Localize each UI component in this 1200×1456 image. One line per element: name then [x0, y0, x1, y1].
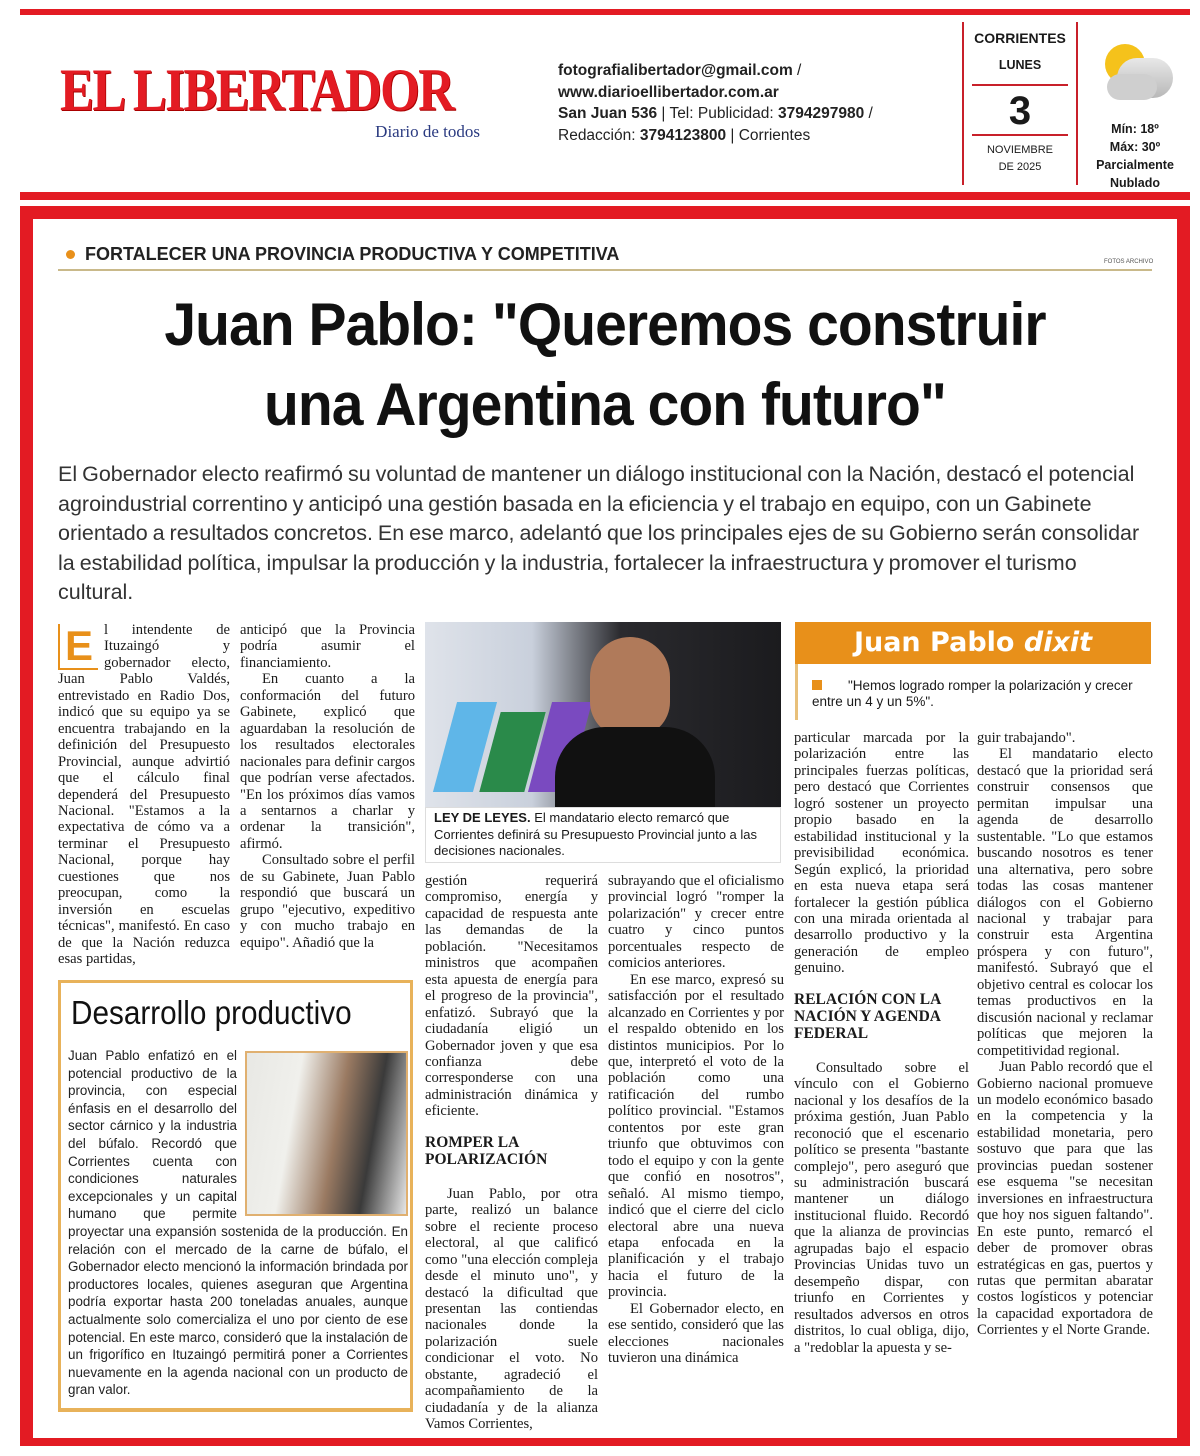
- kicker-rule: [58, 269, 1152, 271]
- paragraph: subrayando que el oficialismo provincial logró "romper la polarización" y crecer entre cuatro y cinco puntos porcentuales respecto de comicios anteriores.: [608, 873, 784, 972]
- contact-address: San Juan 536: [558, 105, 658, 122]
- caption-text: El mandatario electo remarcó que Corrientes definirá su Presupuesto Provincial junto a las decisiones nacionales.: [434, 810, 758, 858]
- quote-title-text: Juan Pablo: [853, 627, 1015, 658]
- paragraph: anticipó que la Provincia podría asumir el financiamiento.: [240, 622, 415, 671]
- tel-number: 3794297980: [778, 105, 865, 122]
- paragraph: Consultado sobre el vínculo con el Gobierno nacional y los desafíos de la próxima gestión, Juan Pablo reconoció que el escenario político se presenta "bastante complejo", pero aseguró que su administración buscará mantener un diálogo institucional fluido. Recordó que la alianza de provincias agrupadas bajo el espacio Provincias Unidas tuvo un desempeño dispar, con triunfo en Corrientes y resultados adversos en otros distritos, lo cual obliga, dijo, a "redoblar la apuesta y se-: [794, 1059, 969, 1356]
- sidebar-body: [68, 1047, 408, 1399]
- drop-cap: E: [58, 624, 98, 670]
- column-3: [425, 873, 598, 1433]
- date-year: DE 2025: [998, 161, 1042, 173]
- column-6: [977, 730, 1153, 1420]
- weather-condition-2: Nublado: [1110, 176, 1160, 190]
- paragraph: l intendente de Ituzaingó y gobernador electo, Juan Pablo Valdés, entrevistado en Radio Dos, indicó que su equipo ya se encuentra trabajando en la definición del Presupuesto Provincial, aunque advirtió que el cálculo final dependerá del Presupuesto Nacional. "Estamos a la expectativa de cómo va a terminar el Presupuesto Nacional, porque hay cuestiones que nos preocupan, como la inversión en escuelas técnicas", manifestó. En caso de que la Nación reduzca esas partidas,: [58, 622, 230, 968]
- bullet-icon: [66, 250, 75, 259]
- quote-text: "Hemos logrado romper la polarización y crecer entre un 4 y un 5%".: [812, 678, 1133, 709]
- square-bullet-icon: [812, 680, 822, 690]
- weather-condition: Parcialmente: [1096, 158, 1174, 172]
- sidebar-title: Desarrollo productivo: [71, 994, 352, 1031]
- quote-box-title: [795, 622, 1151, 664]
- contact-email[interactable]: fotografialibertador@gmail.com: [558, 62, 793, 79]
- date-weekday: LUNES: [998, 58, 1042, 72]
- quote-box: [795, 664, 1151, 720]
- caption-label: LEY DE LEYES.: [434, 810, 531, 825]
- redaccion-label: Redacción:: [558, 126, 636, 144]
- weather-min: Mín: 18º: [1111, 122, 1159, 136]
- subheading: ROMPER LA POLARIZACIÓN: [425, 1133, 548, 1168]
- sidebar-box: [58, 980, 413, 1412]
- photo-person-body: [555, 727, 715, 817]
- column-4: [608, 873, 784, 1418]
- date-box: [962, 22, 1078, 185]
- article-lede: El Gobernador electo reafirmó su voluntad de mantener un diálogo institucional con la Nación, destacó el potencial agroindustrial correntino y anticipó una gestión basada en la eficiencia y el trabajo en equipo, con un Gabinete orientado a resultados concretos. En ese marco, adelantó que los principales ejes de su Gobierno serán consolidar la estabilidad política, impulsar la producción y la industria, fortalecer la infraestructura y promover el turismo cultural.: [58, 462, 1140, 604]
- weather-max: Máx: 30º: [1109, 140, 1161, 154]
- paragraph: El Gobernador electo, en ese sentido, consideró que las elecciones nacionales tuvieron una dinámica: [608, 1300, 784, 1367]
- date-day: 3: [972, 84, 1068, 136]
- paragraph: particular marcada por la polarización entre las principales fuerzas políticas, pero destacó que Corrientes logró sostener un proyecto propio basado en la estabilidad institucional y la previsibilidad económica. Según explicó, la prioridad en esta nueva etapa será fortalecer la gestión pública con una mirada orientada al desarrollo productivo y la generación de empleo genuino.: [794, 730, 969, 977]
- paragraph: guir trabajando".: [977, 730, 1076, 746]
- article-photo: [425, 622, 781, 807]
- contact-web[interactable]: www.diarioellibertador.com.ar: [558, 83, 779, 101]
- photo-credit: FOTOS ARCHIVO: [1104, 259, 1154, 265]
- sidebar-photo: [245, 1051, 408, 1216]
- photo-person-head: [590, 637, 670, 737]
- column-2: [240, 622, 415, 967]
- date-city: CORRIENTES: [974, 30, 1066, 46]
- logo-tagline: Diario de todos: [375, 122, 480, 141]
- column-5: [794, 730, 969, 1420]
- paragraph: En cuanto a la conformación del futuro Gabinete, explicó que aguardaban la resolución de los resultados electorales nacionales para definir cargos que podrían verse afectados. "En los próximos días vamos a sentarnos a charlar y ordenar la transición", afirmó.: [240, 671, 415, 852]
- column-1: [58, 622, 230, 967]
- paragraph: gestión requerirá compromiso, energía y capacidad de respuesta ante las demandas de la población. "Necesitamos ministros que acompañen esta apuesta de energía para el progreso de la provincia", enfatizó. Subrayó que la ciudadanía eligió un Gobernador joven y que esa confianza debe corresponderse con una administración dinámica y eficiente.: [425, 873, 598, 1120]
- contact-city: Corrientes: [738, 126, 811, 144]
- partly-cloudy-icon: [1095, 38, 1175, 102]
- paragraph: En ese marco, expresó su satisfacción por el resultado alcanzado en Corrientes y por el respaldo obtenido en los distintos municipios. Por lo que, interpretó el voto de la población como una ratificación del rumbo político provincial. "Estamos contentos por este gran triunfo que obtuvimos con todo el equipo y con la gente que confió en nosotros", señaló. Al mismo tiempo, indicó que el cierre del ciclo electoral abre una nueva etapa enfocada en la planificación y el trabajo hacia el futuro de la provincia.: [608, 971, 784, 1301]
- kicker-text: FORTALECER UNA PROVINCIA PRODUCTIVA Y COMPETITIVA: [85, 244, 620, 264]
- paragraph: El mandatario electo destacó que la prioridad será construir consensos que permitan impulsar una agenda de desarrollo sustentable. "Lo que estamos buscando nosotros es tener una alternativa, pero sobre todas las cosas mantener diálogos con el Gobierno nacional y trabajar para construir esta Argentina próspera y con futuro", manifestó. Subrayó que el objetivo central es colocar los temas productivos en la discusión nacional y reclamar políticas que mejoren la competitividad regional.: [977, 746, 1153, 1059]
- date-month: NOVIEMBRE: [986, 144, 1053, 156]
- logo-wordmark: EL LIBERTADOR: [60, 57, 454, 123]
- masthead-divider: [20, 192, 1190, 200]
- redaccion-number: 3794123800: [639, 126, 727, 144]
- headline-line-2: una Argentina con futuro": [264, 371, 946, 438]
- paragraph: Juan Pablo, por otra parte, realizó un balance sobre el reciente proceso electoral, al que calificó como "una elección compleja desde el minuto uno", y destacó la dificultad que presentan las contiendas nacionales donde la polarización suele condicionar el voto. No obstante, agradeció el acompañamiento de la ciudadanía y de la alianza Vamos Corrientes,: [425, 1185, 598, 1433]
- top-rule: [20, 9, 1190, 15]
- subheading: RELACIÓN CON LA NACIÓN Y AGENDA FEDERAL: [794, 990, 941, 1042]
- paragraph: Consultado sobre el perfil de su Gabinete, Juan Pablo respondió que buscará un grupo "ejecutivo, expeditivo y con mucho trabajo en equipo". Añadió que la: [240, 852, 415, 951]
- newspaper-logo: [60, 58, 480, 148]
- contact-info: fotografialibertador@gmail.com / www.diarioellibertador.com.ar San Juan 536 | Tel: Publicidad: 3794297980 / Redacción: 3794123800 | Corrientes: [558, 62, 873, 144]
- headline-line-1: Juan Pablo: "Queremos construir: [164, 291, 1046, 358]
- sidebar-text: Juan Pablo enfatizó en el potencial productivo de la provincia, con especial énfasis en el desarrollo del sector cárnico y la industria del búfalo. Recordó que Corrientes cuenta con condiciones naturales excepcionales y un capital humano que permite proyectar una expansión sostenida de la producción. En relación con el mercado de la carne de búfalo, el Gobernador electo mencionó la información brindada por productores locales, quienes aseguran que Argentina podría exportar hasta 200 toneladas anuales, aunque actualmente solo comercializa el uno por ciento de ese potencial. En este marco, consideró que la instalación de un frigorífico en Ituzaingó permitirá poner a Corrientes nuevamente en la agenda nacional con un producto de gran valor.: [68, 1048, 408, 1398]
- article-headline: [40, 285, 1170, 445]
- article-kicker: [66, 244, 619, 265]
- weather-box: [1085, 30, 1185, 192]
- photo-caption: [425, 807, 781, 863]
- tel-label: Tel: Publicidad:: [669, 105, 774, 122]
- quote-title-em: dixit: [1023, 627, 1093, 658]
- paragraph: Juan Pablo recordó que el Gobierno nacional promueve un modelo económico basado en la competencia y la estabilidad monetaria, pero sostuvo que para que las provincias puedan sostener ese esquema "se necesitan inversiones en infraestructura que hoy nos siguen faltando". En este punto, remarcó el deber de promover obras estratégicas en gas, puertos y rutas que permitan abaratar costos logísticos y potenciar la capacidad exportadora de Corrientes y el Norte Grande.: [977, 1059, 1153, 1339]
